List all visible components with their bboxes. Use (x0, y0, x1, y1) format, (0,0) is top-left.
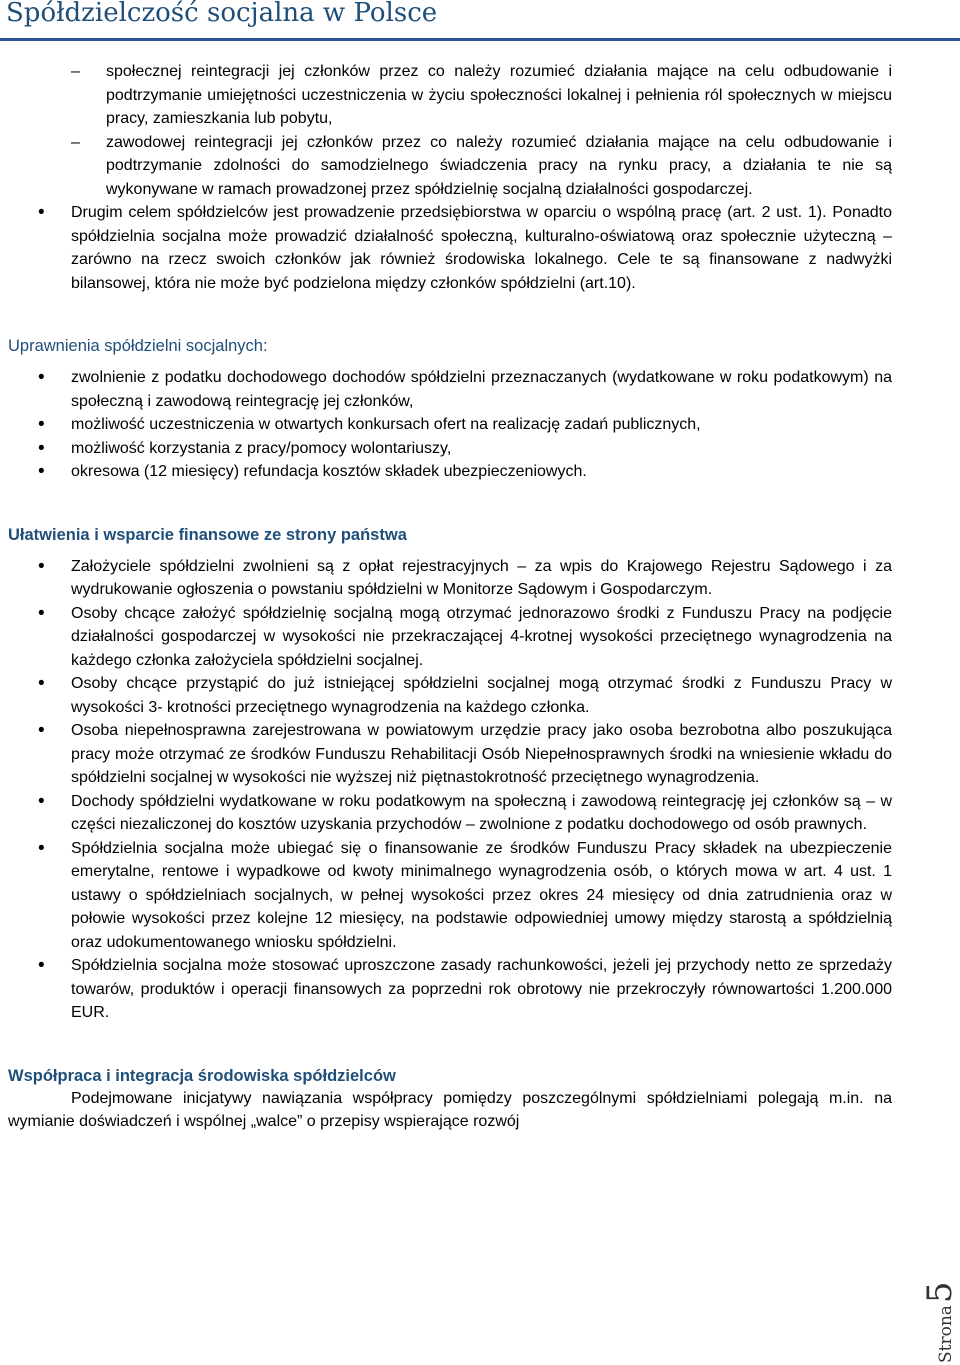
list-item-text: społecznej reintegracji jej członków przez co należy rozumieć działania mające na celu odbudowanie i podtrzymanie umiejętności uczestniczenia w życiu społeczności lokalnej i pełnienia ról społecznych w miejscu pracy, zamieszkania lub pobytu, (106, 63, 892, 127)
section-heading-ulatwienia: Ułatwienia i wsparcie finansowe ze strony państwa (8, 525, 407, 544)
list-item-text: Osoba niepełnosprawna zarejestrowana w powiatowym urzędzie pracy jako osoba bezrobotna albo poszukująca pracy może otrzymać ze środków Funduszu Rehabilitacji Osób Niepełnosprawnych środki na wniesienie wkładu do spółdzielni socjalnej w wysokości nie wyższej niż piętnastokrotność przeciętnego wynagrodzenia. (71, 722, 892, 786)
list-item-text: Osoby chcące przystąpić do już istniejącej spółdzielni socjalnej mogą otrzymać środki z Funduszu Pracy w wysokości 3- krotności przeciętnego wynagrodzenia na każdego członka. (71, 675, 892, 716)
page-number-value: 5 (920, 1281, 960, 1304)
document-title: Spółdzielczość socjalna w Polsce (6, 0, 438, 28)
section-heading-wspolpraca: Współpraca i integracja środowiska spółdzielców (8, 1066, 396, 1085)
bullet-marker: • (38, 414, 45, 435)
list-item (0, 460, 892, 484)
list-item (0, 954, 892, 1025)
list-item-text: zwolnienie z podatku dochodowego dochodów spółdzielni przeznaczanych (wydatkowane w roku podatkowym) na społeczną i zawodową reintegrację jej członków, (71, 369, 892, 410)
section-heading-uprawnienia: Uprawnienia spółdzielni socjalnych: (8, 337, 268, 355)
bullet-marker: • (38, 837, 45, 859)
list-item (0, 555, 892, 602)
bullet-marker: • (38, 720, 45, 741)
page-header (0, 0, 960, 40)
list-item (0, 413, 892, 437)
list-item (0, 672, 892, 719)
list-item (0, 366, 892, 413)
list-item-text: okresowa (12 miesięcy) refundacja kosztów składek ubezpieczeniowych. (71, 463, 587, 480)
paragraph-text: Podejmowane inicjatywy nawiązania współpracy pomiędzy poszczególnymi spółdzielniami polegają m.in. na wymianie doświadczeń i wspólnej „walce” o przepisy wspierające rozwój (8, 1089, 892, 1130)
list-item (0, 131, 892, 202)
page-label: Strona (936, 1305, 956, 1363)
dash-marker: – (71, 133, 80, 151)
bullet-marker: • (38, 555, 45, 577)
list-item-text: możliwość uczestniczenia w otwartych konkursach ofert na realizację zadań publicznych, (71, 416, 701, 433)
bullet-marker: • (38, 955, 45, 976)
dash-marker: – (71, 63, 80, 80)
bullet-marker: • (38, 437, 45, 459)
list-item-text: Dochody spółdzielni wydatkowane w roku podatkowym na społeczną i zawodową reintegrację jej członków są – w części niezaliczonej do kosztów uzyskania przychodów – zwolnione z podatku dochodowego od osób prawnych. (71, 792, 892, 833)
document-body (0, 60, 900, 1150)
list-item (0, 602, 892, 673)
list-item (0, 437, 892, 461)
paragraph (0, 1087, 892, 1134)
page-footer (910, 1255, 960, 1365)
list-item-text: zawodowej reintegracji jej członków przez co należy rozumieć działania mające na celu odbudowanie i podtrzymanie zdolności do samodzielnego świadczenia pracy na rynku pracy, a działania te nie są wykonywane w ramach prowadzonej przez spółdzielnię socjalną działalności gospodarczej. (106, 133, 892, 198)
list-item-text: Spółdzielnia socjalna może stosować uproszczone zasady rachunkowości, jeżeli jej przychody netto ze sprzedaży towarów, produktów i operacji finansowych za poprzedni rok obrotowy nie przekroczyły równowartości 1.200.000 EUR. (71, 957, 892, 1021)
list-item-text: możliwość korzystania z pracy/pomocy wolontariuszy, (71, 439, 452, 457)
list-item-text: Drugim celem spółdzielców jest prowadzenie przedsiębiorstwa w oparciu o wspólną pracę (art. 2 ust. 1). Ponadto spółdzielnia socjalna może prowadzić działalność społeczną, kulturalno-oświatową oraz społecznie użyteczną – zarówno na rzecz swoich członków jak również środowiska lokalnego. Cele te są finansowane z nadwyżki bilansowej, która nie może być podzielona między członków spółdzielni (art.10). (71, 204, 892, 292)
list-item-text: Założyciele spółdzielni zwolnieni są z opłat rejestracyjnych – za wpis do Krajowego Rejestru Sądowego i za wydrukowanie ogłoszenia o powstaniu spółdzielni w Monitorze Sądowym i Gospodarczym. (71, 557, 892, 598)
header-divider (0, 38, 960, 41)
bullet-marker: • (38, 461, 45, 482)
bullet-marker: • (38, 790, 45, 812)
bullet-marker: • (38, 602, 45, 624)
page-number (920, 1281, 960, 1363)
list-item (0, 790, 892, 837)
list-item (0, 719, 892, 790)
list-item (0, 837, 892, 955)
bullet-marker: • (38, 202, 45, 223)
list-item (0, 201, 892, 295)
list-item-text: Osoby chcące założyć spółdzielnię socjalną mogą otrzymać jednorazowo środki z Funduszu Pracy na podjęcie działalności gospodarczej w wysokości nie przekraczającej 4-krotnej wysokości przeciętnego wynagrodzenia na każdego członka założyciela spółdzielni socjalnej. (71, 604, 892, 669)
list-item-text: Spółdzielnia socjalna może ubiegać się o finansowanie ze środków Funduszu Pracy składek na ubezpieczenie emerytalne, rentowe i wypadkowe od kwoty minimalnego wynagrodzenia osób, o których mowa w art. 4 ust. 1 ustawy o spółdzielniach socjalnych, w pełnej wysokości przez okres 24 miesięcy od dnia zatrudnienia oraz w połowie wysokości przez kolejne 12 miesięcy, na podstawie odpowiedniej umowy między starostą a spółdzielnią oraz udokumentowanego wniosku spółdzielni. (71, 839, 892, 951)
list-item (0, 60, 892, 131)
bullet-marker: • (38, 673, 45, 694)
bullet-marker: • (38, 367, 45, 388)
